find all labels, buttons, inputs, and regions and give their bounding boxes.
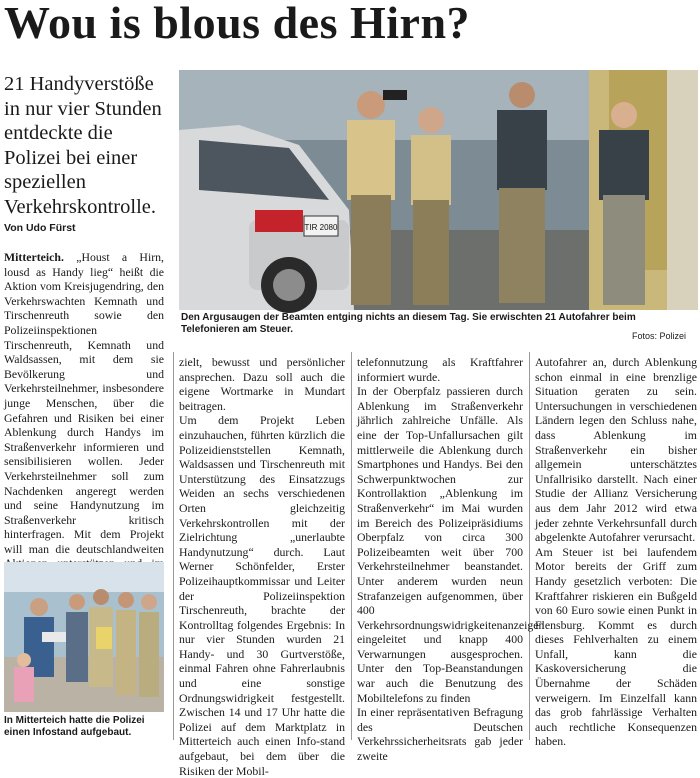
article-column-2: zielt, bewusst und persönlicher ansprechen. Dazu soll auch die eigene Wortmarke in Mundart beitragen. Um dem Projekt Leben einzuhauchen, führten kürzlich die Polizeidienststellen Kemnath, Waldsassen und Tirschenreuth mit Unterstützung des Einsatzzugs Weiden an sechs verschiedenen Orten gleichzeitig Verkehrskontrollen mit der Zielrichtung „unerlaubte Handynutzung“ durch. Laut Werner Schönfelder, Erster Polizeihauptkommissar und Leiter der Polizeiinspektion Tirschenreuth, brachte der Kontrolltag folgendes Ergebnis: In nur vier Stunden wurden 21 Handy- und 30 Gurtverstöße, einmal Fahren ohne Fahrerlaubnis und eine sonstige Ordnungswidrigkeit festgestellt. Zwischen 14 und 17 Uhr hatte die Polizei auf dem Marktplatz in Mitterteich auch einen Info-stand aufgebaut, bei dem über die Risiken der Mobil- (179, 355, 345, 778)
author-byline: Von Udo Fürst (4, 222, 76, 234)
police-control-photo (179, 70, 698, 310)
dateline: Mitterteich. (4, 250, 64, 264)
small-photo-caption: In Mitterteich hatte die Polizei einen Infostand aufgebaut. (4, 715, 145, 738)
column-divider (351, 352, 352, 740)
column-divider (529, 352, 530, 740)
license-plate: TIR 2080 (304, 223, 338, 232)
headline: Wou is blous des Hirn? (4, 0, 471, 48)
photo-credit: Fotos: Polizei (632, 331, 687, 341)
article-column-3: telefonnutzung als Kraftfahrer informiert wurde. In der Oberpfalz passieren durch Ablenkung im Straßenverkehr jährlich zahlreiche Unfälle. Als eine der Top-Unfallursachen gilt mittlerweile die Ablenkung durch Smartphones und Handys. Bei den Schwerpunktwochen zur Kontrollaktion „Ablenkung im Straßenverkehr“ im Mai wurden im Bereich des Polizeipräsidiums Oberpfalz von circa 300 Polizeibeamten weit über 700 Verkehrsteilnehmer beanstandet. Unter anderem wurden neun Strafanzeigen aufgenommen, über 400 Verkehrsordnungswidrigkeitenanzeigen eingeleitet und knapp 400 Verwarnungen ausgesprochen. Unter den Top-Beanstandungen war auch die Benutzung des Mobiltelefons zu finden In einer repräsentativen Befragung des Deutschen Verkehrssicherheitsrats gab jeder zweite (357, 355, 545, 764)
column-divider (173, 352, 174, 740)
main-photo-caption: Den Argusaugen der Beamten entging nichts an diesem Tag. Sie erwischten 21 Autofahrer beim Telefonieren am Steuer. (181, 312, 636, 335)
info-stand-photo (4, 562, 164, 712)
main-photo (179, 70, 698, 310)
column-1-text: „Houst a Hirn, lousd as Handy lieg“ heißt die Aktion vom Kreisjugendring, den Verkehrswachten Kemnath und Tirschenreuth sowie den Polizeiinspektionen Tirschenreuth, Kemnath und Waldsassen, mit dem sie Bevölkerung und Verkehrsteilnehmer, insbesondere junge Menschen, über die Gefahren und Risiken bei einer Ablenkung durch Handys im Straßenverkehr informieren und sensibilisieren wollen. Jeder Verkehrsteilnehmer soll zum Nachdenken angeregt werden und seine Handynutzung im Straßenverkehr kritisch hinterfragen. Mit dem Projekt will man die deutschlandweiten (4, 250, 164, 556)
subheadline: 21 Handyverstöße in nur vier Stunden entdeckte die Polizei bei einer speziellen Verkehrskontrolle. (4, 73, 162, 218)
article-column-1 (4, 250, 164, 586)
small-photo (4, 562, 164, 712)
article-column-4: Autofahrer an, durch Ablenkung schon einmal in eine brenzlige Situation geraten zu sein. Untersuchungen in verschiedenen Ländern legen den Schluss nahe, dass Ablenkung im Straßenverkehr ein bisher allgemein unterschätztes Unfallrisiko darstellt. Nach einer Studie der Allianz Versicherung aus dem Jahr 2012 wird etwa jeder zehnte Verkehrsunfall durch abgelenkte Autofahrer verursacht. Am Steuer ist bei laufendem Motor bereits der Griff zum Handy gesetzlich verboten: Die Kraftfahrer riskieren ein Bußgeld von 60 Euro sowie einen Punkt in Flensburg. Kommt es durch dieses Fehlverhalten zu einem Unfall, kann die Kaskoversicherung die Übernahme der Schäden verweigern. Im Einzelfall kann das grob fahrlässige Verhalten auch rechtliche Konsequenzen haben. (535, 355, 697, 749)
